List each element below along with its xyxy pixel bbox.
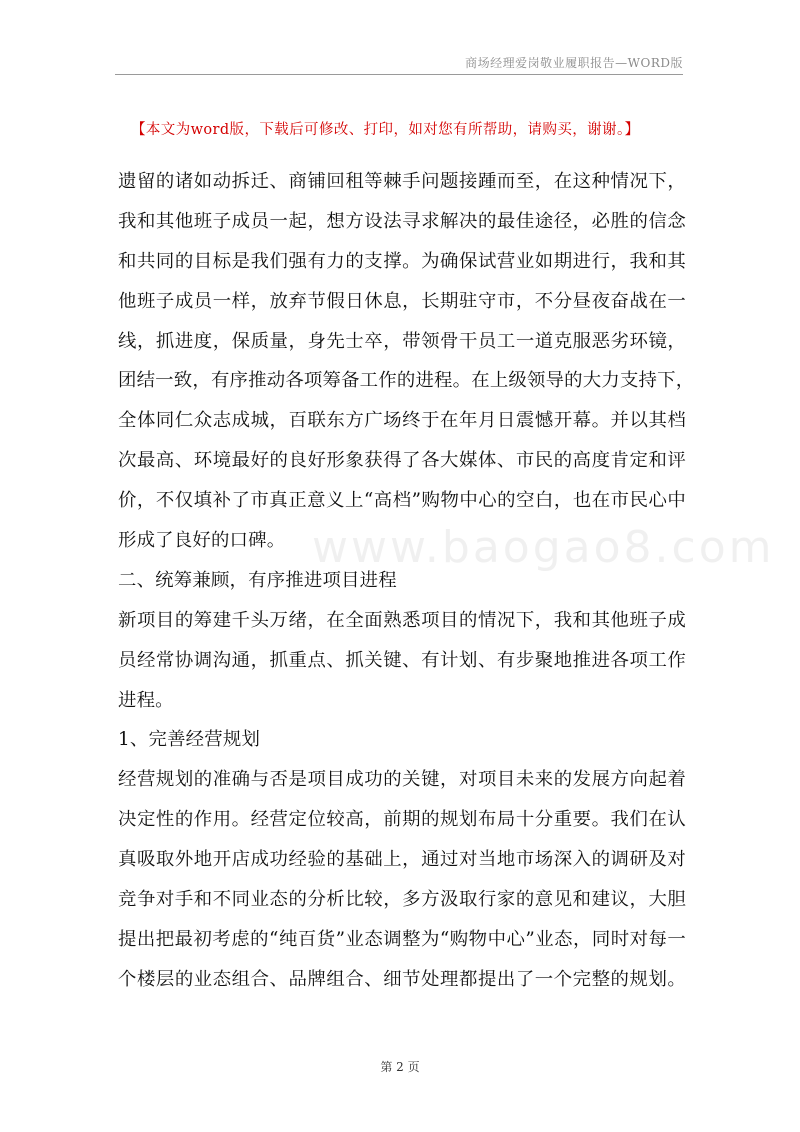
paragraph-line: 遗留的诸如动拆迁、商铺回租等棘手问题接踵而至，在这种情况下， — [118, 171, 686, 192]
paragraph-line: 进程。 — [118, 689, 174, 711]
paragraph-line: 员经常协调沟通，抓重点、抓关键、有计划、有步聚地推进各项工作 — [118, 649, 686, 671]
paragraph-line: 他班子成员一样，放弃节假日休息，长期驻守市，不分昼夜奋战在一 — [118, 290, 686, 312]
paragraph-line: 真吸取外地开店成功经验的基础上，通过对当地市场深入的调研及对 — [118, 849, 686, 871]
paragraph-line: 竞争对手和不同业态的分析比较，多方汲取行家的意见和建议，大胆 — [118, 889, 686, 911]
page-number: 第 2 页 — [380, 1060, 420, 1074]
paragraph-line: 我和其他班子成员一起，想方设法寻求解决的最佳途径，必胜的信念 — [118, 210, 686, 232]
paragraph-line: 和共同的目标是我们强有力的支撑。为确保试营业如期进行，我和其 — [118, 250, 686, 272]
paragraph-line: 经营规划的准确与否是项目成功的关键，对项目未来的发展方向起着 — [118, 769, 686, 791]
paragraph-line: 新项目的筹建千头万绪，在全面熟悉项目的情况下，我和其他班子成 — [118, 609, 686, 631]
body-text — [118, 162, 695, 1000]
paragraph-line: 线，抓进度，保质量，身先士卒，带领骨干员工一道克服恶劣环镜， — [118, 330, 686, 352]
paragraph-line: 次最高、环境最好的良好形象获得了各大媒体、市民的高度肯定和评 — [118, 450, 686, 472]
paragraph-line: 形成了良好的口碑。 — [118, 530, 286, 552]
header-divider — [115, 74, 683, 75]
section-heading: 二、统筹兼顾，有序推进项目进程 — [118, 569, 397, 591]
paragraph-line: 全体同仁众志成城，百联东方广场终于在年月日震憾开幕。并以其档 — [118, 410, 686, 432]
paragraph-line: 价，不仅填补了市真正意义上“高档”购物中心的空白，也在市民心中 — [118, 490, 686, 512]
paragraph-line: 提出把最初考虑的“纯百货”业态调整为“购物中心”业态，同时对每一 — [118, 928, 686, 950]
running-header-title: 商场经理爱岗敬业履职报告—WORD版 — [465, 56, 683, 70]
paragraph-line: 个楼层的业态组合、品牌组合、细节处理都提出了一个完整的规划。 — [118, 968, 686, 990]
paragraph-line: 决定性的作用。经营定位较高，前期的规划布局十分重要。我们在认 — [118, 809, 686, 831]
paragraph-line: 团结一致，有序推动各项筹备工作的进程。在上级领导的大力支持下， — [118, 370, 695, 392]
download-notice: 【本文为word版，下载后可修改、打印，如对您有所帮助，请购买，谢谢。】 — [131, 122, 640, 138]
watermark-text: www.baogao8.com — [312, 522, 775, 573]
subsection-heading: 1、完善经营规划 — [118, 729, 261, 751]
